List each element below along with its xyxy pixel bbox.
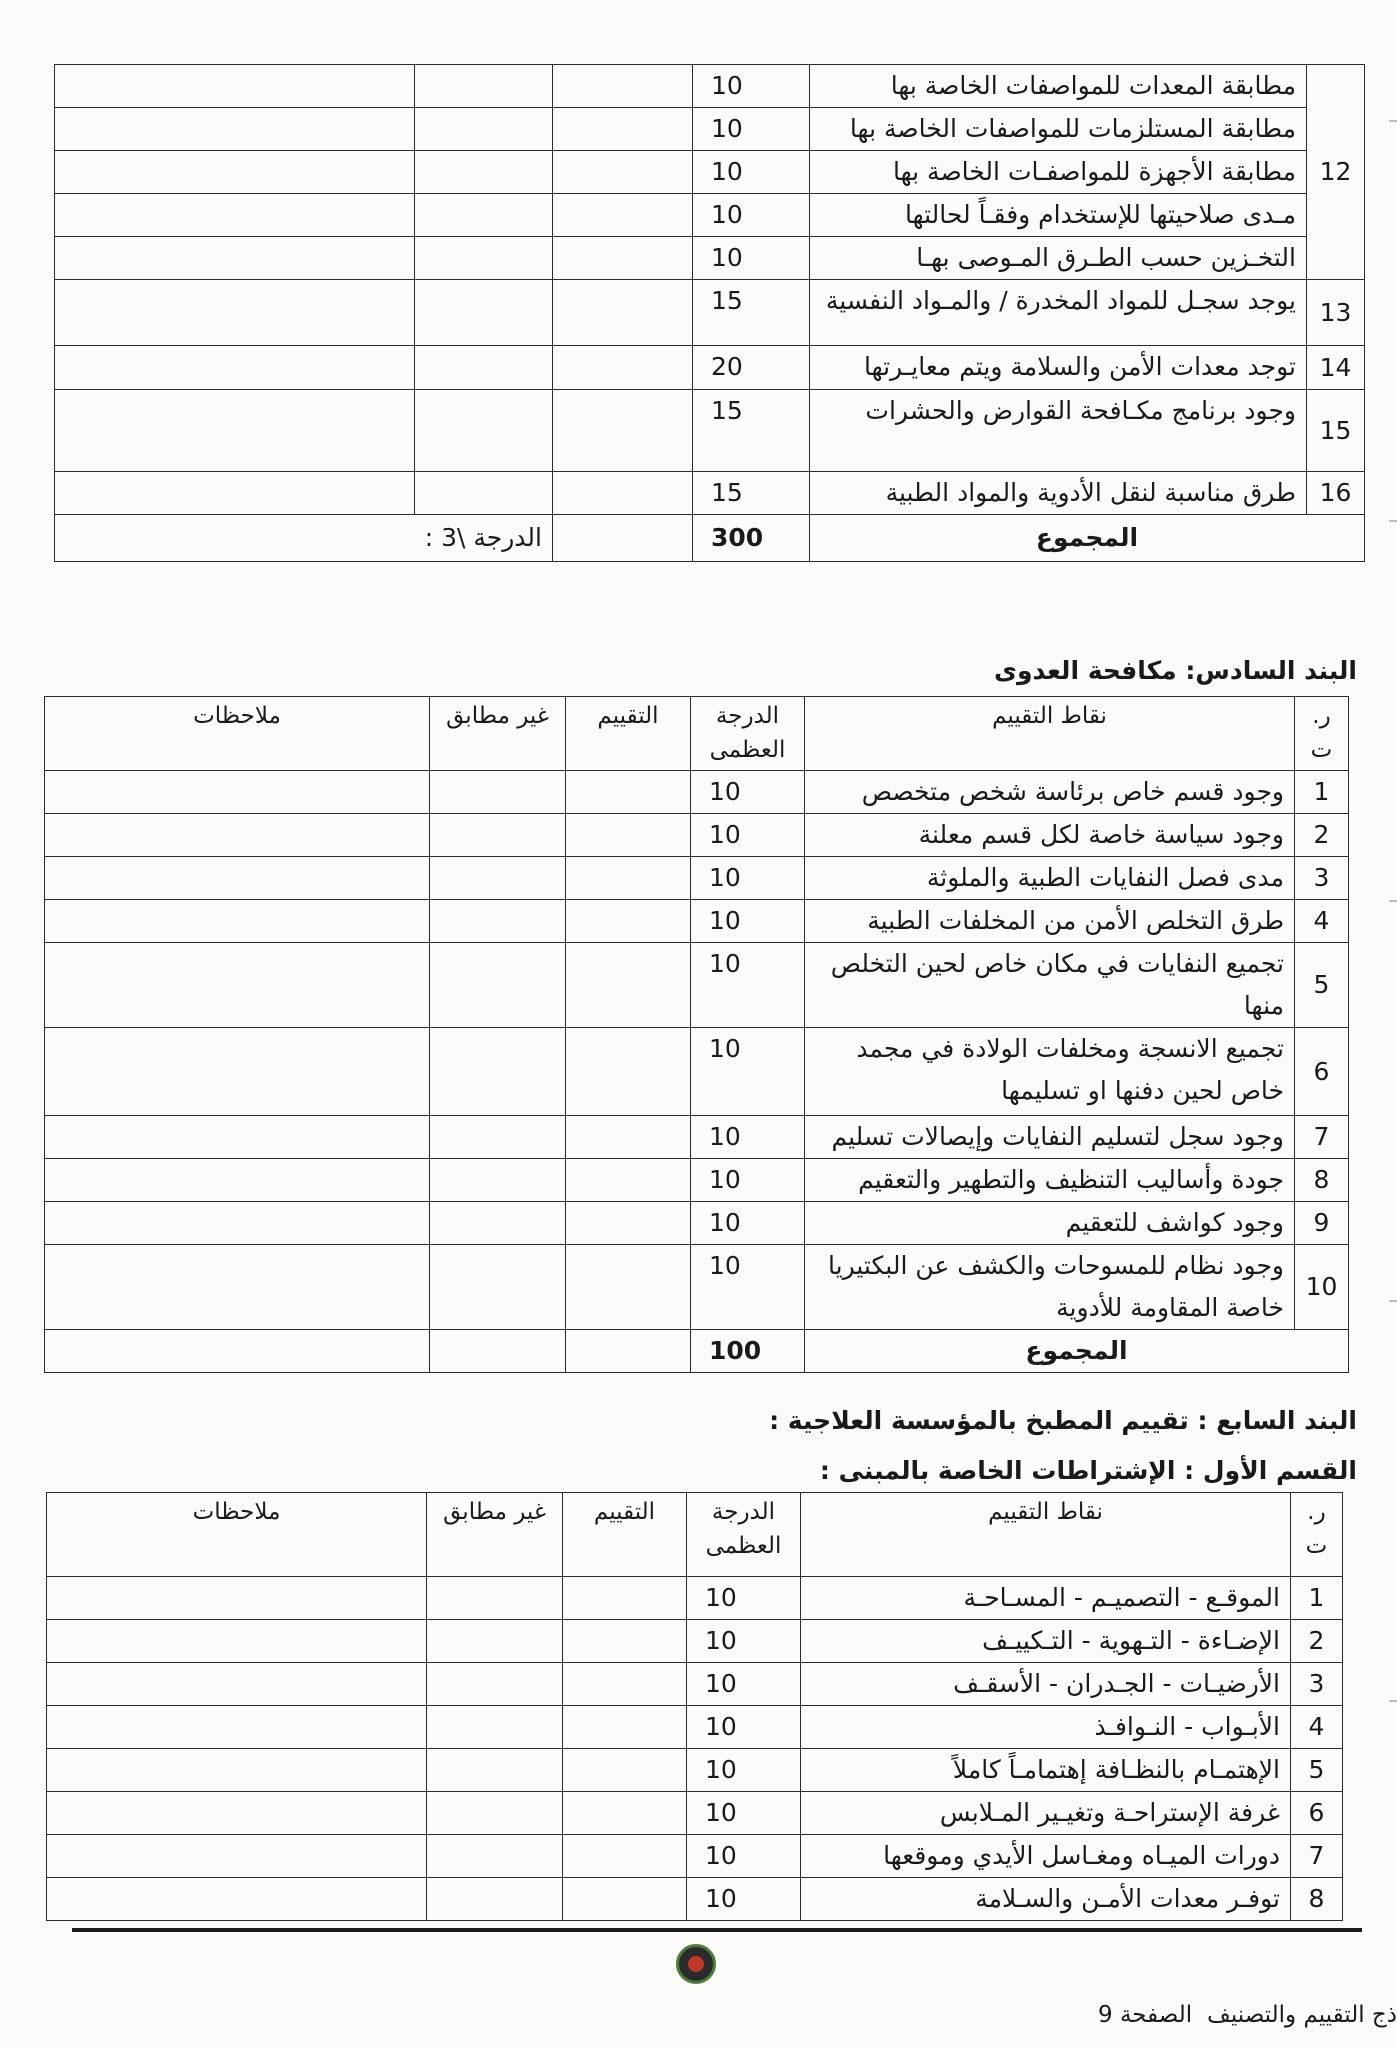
item-max: 10 xyxy=(687,1878,801,1921)
nonmatch-cell[interactable] xyxy=(415,472,553,515)
row-number: 5 xyxy=(1291,1749,1343,1792)
eval-cell[interactable] xyxy=(553,280,693,346)
nonmatch-cell[interactable] xyxy=(427,1878,563,1921)
eval-cell[interactable] xyxy=(566,943,691,1028)
eval-cell[interactable] xyxy=(566,1116,691,1159)
nonmatch-cell[interactable] xyxy=(415,194,553,237)
margin-mark xyxy=(1389,520,1397,522)
item-text: تجميع النفايات في مكان خاص لحين التخلص منها xyxy=(805,943,1295,1028)
nonmatch-cell[interactable] xyxy=(430,900,566,943)
item-text: تجميع الانسجة ومخلفات الولادة في مجمد خاص لحين دفنها او تسليمها xyxy=(805,1028,1295,1116)
row-number: 7 xyxy=(1291,1835,1343,1878)
notes-cell[interactable] xyxy=(45,1116,430,1159)
notes-cell[interactable] xyxy=(55,108,415,151)
item-max: 10 xyxy=(687,1620,801,1663)
row-number: 6 xyxy=(1291,1792,1343,1835)
notes-cell[interactable] xyxy=(45,814,430,857)
item-text: طرق التخلص الأمن من المخلفات الطبية xyxy=(805,900,1295,943)
row-number: 9 xyxy=(1295,1202,1349,1245)
total-value: 100 xyxy=(691,1330,805,1373)
eval-cell[interactable] xyxy=(563,1706,687,1749)
nonmatch-cell[interactable] xyxy=(430,943,566,1028)
notes-cell[interactable] xyxy=(47,1620,427,1663)
item-text: التخـزين حسب الطـرق المـوصى بهـا xyxy=(810,237,1307,280)
nonmatch-cell[interactable] xyxy=(427,1706,563,1749)
item-text: طرق مناسبة لنقل الأدوية والمواد الطبية xyxy=(810,472,1307,515)
eval-cell[interactable] xyxy=(563,1620,687,1663)
notes-cell[interactable] xyxy=(45,900,430,943)
eval-cell[interactable] xyxy=(553,515,693,562)
item-text: الإضـاءة - التـهوية - التـكييـف xyxy=(801,1620,1291,1663)
item-text: وجود سجل لتسليم النفايات وإيصالات تسليم xyxy=(805,1116,1295,1159)
item-text: وجود سياسة خاصة لكل قسم معلنة xyxy=(805,814,1295,857)
nonmatch-cell[interactable] xyxy=(430,1202,566,1245)
eval-cell[interactable] xyxy=(563,1577,687,1620)
eval-cell[interactable] xyxy=(563,1792,687,1835)
row-number: 13 xyxy=(1307,280,1365,346)
eval-cell[interactable] xyxy=(553,237,693,280)
item-text: مطابقة المستلزمات للمواصفات الخاصة بها xyxy=(810,108,1307,151)
row-number: 1 xyxy=(1291,1577,1343,1620)
item-text: يوجد سجـل للمواد المخدرة / والمـواد النفسية xyxy=(810,280,1307,346)
header-nonmatch: غير مطابق xyxy=(430,697,566,771)
eval-cell[interactable] xyxy=(566,1159,691,1202)
nonmatch-cell[interactable] xyxy=(415,151,553,194)
row-number: 16 xyxy=(1307,472,1365,515)
grade-label: الدرجة \3 : xyxy=(55,515,553,562)
eval-cell[interactable] xyxy=(563,1835,687,1878)
item-max: 10 xyxy=(691,1159,805,1202)
notes-cell[interactable] xyxy=(45,1159,430,1202)
notes-cell[interactable] xyxy=(47,1577,427,1620)
notes-cell[interactable] xyxy=(55,346,415,390)
item-text: غرفة الإستراحـة وتغيـير المـلابس xyxy=(801,1792,1291,1835)
header-notes: ملاحظات xyxy=(47,1493,427,1577)
row-number: 2 xyxy=(1295,814,1349,857)
nonmatch-cell[interactable] xyxy=(427,1835,563,1878)
header-points: نقاط التقييم xyxy=(805,697,1295,771)
notes-cell[interactable] xyxy=(47,1706,427,1749)
total-value: 300 xyxy=(693,515,810,562)
notes-cell[interactable] xyxy=(45,1028,430,1116)
eval-cell[interactable] xyxy=(563,1878,687,1921)
notes-cell[interactable] xyxy=(47,1663,427,1706)
row-number: 1 xyxy=(1295,771,1349,814)
header-notes: ملاحظات xyxy=(45,697,430,771)
item-text: توجد معدات الأمن والسلامة ويتم معايـرتها xyxy=(810,346,1307,390)
row-number: 4 xyxy=(1295,900,1349,943)
total-label: المجموع xyxy=(810,515,1365,562)
item-text: دورات الميـاه ومغـاسل الأيدي وموقعها xyxy=(801,1835,1291,1878)
item-max: 10 xyxy=(687,1706,801,1749)
item-max: 10 xyxy=(691,814,805,857)
item-max: 15 xyxy=(693,472,810,515)
nonmatch-cell[interactable] xyxy=(427,1620,563,1663)
item-text: الموقـع - التصميـم - المسـاحـة xyxy=(801,1577,1291,1620)
eval-cell[interactable] xyxy=(553,194,693,237)
eval-cell[interactable] xyxy=(566,1245,691,1330)
notes-cell[interactable] xyxy=(55,390,415,472)
row-number: 15 xyxy=(1307,390,1365,472)
nonmatch-cell[interactable] xyxy=(430,857,566,900)
item-max: 10 xyxy=(691,900,805,943)
header-no: ر. ت xyxy=(1295,697,1349,771)
header-points: نقاط التقييم xyxy=(801,1493,1291,1577)
eval-cell[interactable] xyxy=(553,472,693,515)
nonmatch-cell[interactable] xyxy=(427,1749,563,1792)
nonmatch-cell[interactable] xyxy=(427,1792,563,1835)
nonmatch-cell[interactable] xyxy=(430,1245,566,1330)
item-text: الأبـواب - النـوافـذ xyxy=(801,1706,1291,1749)
nonmatch-cell[interactable] xyxy=(430,1028,566,1116)
item-max: 20 xyxy=(693,346,810,390)
item-max: 15 xyxy=(693,390,810,472)
eval-cell[interactable] xyxy=(566,1202,691,1245)
row-number: 3 xyxy=(1295,857,1349,900)
notes-cell[interactable] xyxy=(55,472,415,515)
item-text: الإهتمـام بالنظـافة إهتمامـاً كاملاً xyxy=(801,1749,1291,1792)
notes-cell[interactable] xyxy=(47,1792,427,1835)
item-text: جودة وأساليب التنظيف والتطهير والتعقيم xyxy=(805,1159,1295,1202)
eval-cell[interactable] xyxy=(566,814,691,857)
nonmatch-cell[interactable] xyxy=(415,237,553,280)
row-number: 8 xyxy=(1291,1878,1343,1921)
nonmatch-cell[interactable] xyxy=(427,1577,563,1620)
item-max: 10 xyxy=(687,1835,801,1878)
row-number: 14 xyxy=(1307,346,1365,390)
eval-cell[interactable] xyxy=(566,857,691,900)
item-max: 10 xyxy=(693,108,810,151)
total-label: المجموع xyxy=(805,1330,1349,1373)
item-max: 10 xyxy=(687,1663,801,1706)
item-text: وجود برنامج مكـافحة القوارض والحشرات xyxy=(810,390,1307,472)
item-text: مـدى صلاحيتها للإستخدام وفقـاً لحالتها xyxy=(810,194,1307,237)
row-number: 12 xyxy=(1307,65,1365,280)
row-number: 4 xyxy=(1291,1706,1343,1749)
item-text: توفـر معدات الأمـن والسـلامة xyxy=(801,1878,1291,1921)
eval-cell[interactable] xyxy=(563,1663,687,1706)
margin-mark xyxy=(1389,120,1397,122)
item-max: 10 xyxy=(691,1028,805,1116)
item-max: 10 xyxy=(693,65,810,108)
margin-mark xyxy=(1389,900,1397,902)
item-text: مطابقة الأجهزة للمواصفـات الخاصة بها xyxy=(810,151,1307,194)
notes-cell[interactable] xyxy=(45,943,430,1028)
nonmatch-cell[interactable] xyxy=(430,814,566,857)
row-number: 6 xyxy=(1295,1028,1349,1116)
item-text: وجود قسم خاص برئاسة شخص متخصص xyxy=(805,771,1295,814)
eval-cell[interactable] xyxy=(566,1028,691,1116)
eval-cell[interactable] xyxy=(566,900,691,943)
nonmatch-cell[interactable] xyxy=(415,280,553,346)
header-eval: التقييم xyxy=(563,1493,687,1577)
item-text: وجود نظام للمسوحات والكشف عن البكتيريا خاصة المقاومة للأدوية xyxy=(805,1245,1295,1330)
item-text: مدى فصل النفايات الطبية والملوثة xyxy=(805,857,1295,900)
nonmatch-cell[interactable] xyxy=(430,1330,566,1373)
footer-doc-label: ذج التقييم والتصنيف xyxy=(1207,2002,1397,2028)
item-max: 10 xyxy=(691,857,805,900)
item-max: 10 xyxy=(691,943,805,1028)
footer-page-label: الصفحة 9 xyxy=(1098,2002,1193,2028)
notes-cell[interactable] xyxy=(55,65,415,108)
nonmatch-cell[interactable] xyxy=(430,1159,566,1202)
nonmatch-cell[interactable] xyxy=(415,390,553,472)
nonmatch-cell[interactable] xyxy=(415,346,553,390)
item-text: وجود كواشف للتعقيم xyxy=(805,1202,1295,1245)
item-max: 10 xyxy=(693,151,810,194)
eval-cell[interactable] xyxy=(553,390,693,472)
emblem-icon xyxy=(676,1944,716,1984)
notes-cell[interactable] xyxy=(55,151,415,194)
item-max: 10 xyxy=(691,1202,805,1245)
item-max: 10 xyxy=(687,1749,801,1792)
margin-mark xyxy=(1389,1700,1397,1702)
notes-cell[interactable] xyxy=(55,237,415,280)
table-section7 xyxy=(46,1492,1343,1921)
notes-cell[interactable] xyxy=(47,1749,427,1792)
header-max: الدرجة العظمى xyxy=(687,1493,801,1577)
row-number: 5 xyxy=(1295,943,1349,1028)
eval-cell[interactable] xyxy=(563,1749,687,1792)
header-max: الدرجة العظمى xyxy=(691,697,805,771)
eval-cell[interactable] xyxy=(566,1330,691,1373)
nonmatch-cell[interactable] xyxy=(415,108,553,151)
notes-cell[interactable] xyxy=(45,1202,430,1245)
eval-cell[interactable] xyxy=(553,65,693,108)
nonmatch-cell[interactable] xyxy=(415,65,553,108)
eval-cell[interactable] xyxy=(553,108,693,151)
row-number: 7 xyxy=(1295,1116,1349,1159)
table-section6 xyxy=(44,696,1349,1373)
eval-cell[interactable] xyxy=(566,771,691,814)
notes-cell[interactable] xyxy=(55,280,415,346)
section7-heading: البند السابع : تقييم المطبخ بالمؤسسة العلاجية : xyxy=(769,1406,1357,1435)
notes-cell[interactable] xyxy=(45,1330,430,1373)
header-no: ر. ت xyxy=(1291,1493,1343,1577)
item-max: 10 xyxy=(687,1792,801,1835)
notes-cell[interactable] xyxy=(45,1245,430,1330)
item-text: الأرضيـات - الجـدران - الأسقـف xyxy=(801,1663,1291,1706)
nonmatch-cell[interactable] xyxy=(430,771,566,814)
row-number: 10 xyxy=(1295,1245,1349,1330)
section6-heading: البند السادس: مكافحة العدوى xyxy=(994,656,1357,685)
nonmatch-cell[interactable] xyxy=(427,1663,563,1706)
row-number: 8 xyxy=(1295,1159,1349,1202)
section7-subheading: القسم الأول : الإشتراطات الخاصة بالمبنى : xyxy=(819,1456,1357,1485)
notes-cell[interactable] xyxy=(47,1878,427,1921)
nonmatch-cell[interactable] xyxy=(430,1116,566,1159)
item-max: 10 xyxy=(691,771,805,814)
item-max: 10 xyxy=(693,237,810,280)
header-eval: التقييم xyxy=(566,697,691,771)
margin-mark xyxy=(1389,1300,1397,1302)
eval-cell[interactable] xyxy=(553,346,693,390)
item-max: 10 xyxy=(687,1577,801,1620)
item-max: 10 xyxy=(693,194,810,237)
item-max: 15 xyxy=(693,280,810,346)
header-nonmatch: غير مطابق xyxy=(427,1493,563,1577)
item-max: 10 xyxy=(691,1245,805,1330)
item-max: 10 xyxy=(691,1116,805,1159)
item-text: مطابقة المعدات للمواصفات الخاصة بها xyxy=(810,65,1307,108)
footer-divider xyxy=(72,1928,1362,1932)
eval-cell[interactable] xyxy=(553,151,693,194)
row-number: 2 xyxy=(1291,1620,1343,1663)
notes-cell[interactable] xyxy=(45,857,430,900)
table-top xyxy=(54,64,1365,562)
row-number: 3 xyxy=(1291,1663,1343,1706)
notes-cell[interactable] xyxy=(45,771,430,814)
notes-cell[interactable] xyxy=(47,1835,427,1878)
notes-cell[interactable] xyxy=(55,194,415,237)
